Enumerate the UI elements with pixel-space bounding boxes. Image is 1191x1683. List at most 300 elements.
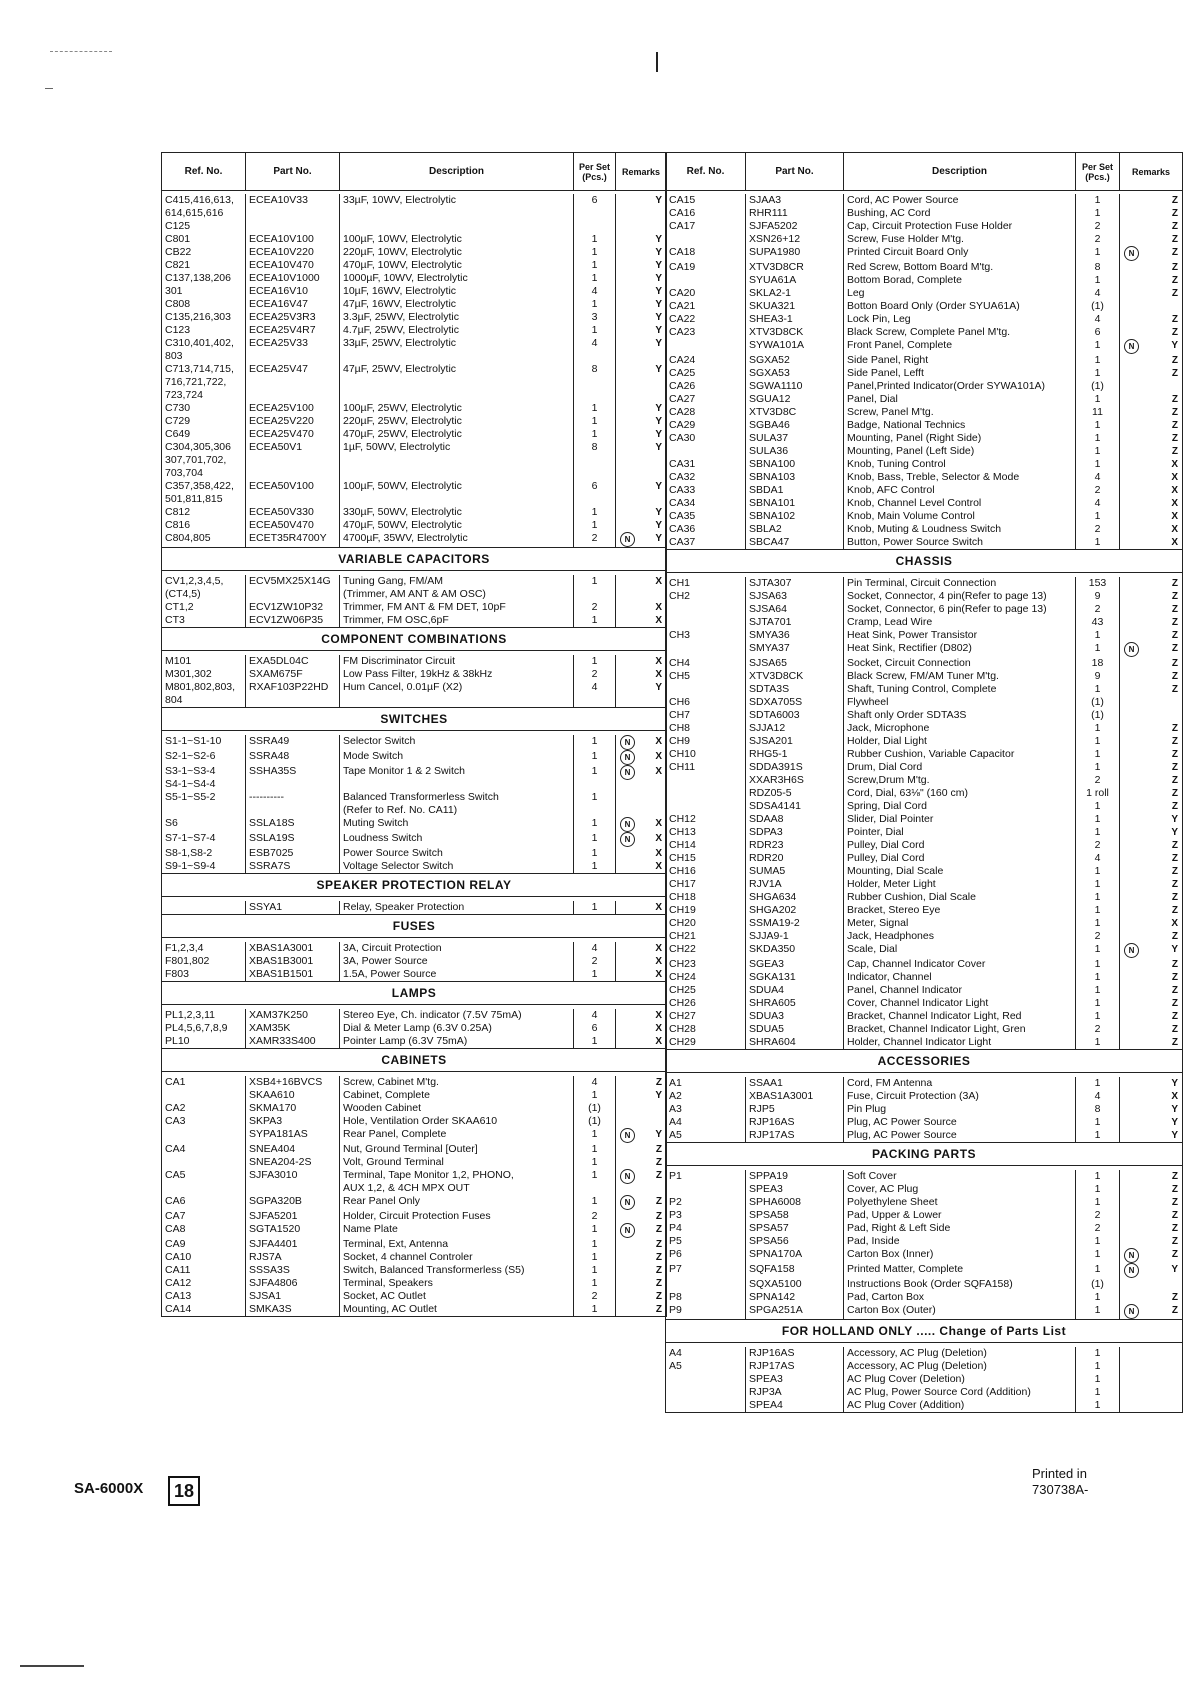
ref-no-cell: [666, 774, 746, 787]
description-cell: Socket, Circuit Connection: [844, 657, 1076, 670]
ref-no-cell: [666, 1278, 746, 1291]
ref-no-cell: A1: [666, 1077, 746, 1090]
quantity-cell: 1: [1076, 865, 1120, 878]
table-row: [666, 1116, 1182, 1129]
part-no-cell: SNEA404: [246, 1143, 340, 1156]
table-row: [666, 1170, 1182, 1183]
quantity-cell: 1: [1076, 722, 1120, 735]
remarks-cell: [1120, 1170, 1182, 1183]
remarks-code: Z: [1171, 1223, 1178, 1234]
section-title: FUSES: [162, 914, 666, 938]
table-row: [666, 761, 1182, 774]
table-row: [666, 1304, 1182, 1319]
remarks-code: X: [655, 736, 662, 747]
remarks-cell: [1120, 523, 1182, 536]
part-no-cell: SPSA56: [746, 1235, 844, 1248]
ref-no-cell: C123: [162, 324, 246, 337]
ref-no-cell: A5: [666, 1360, 746, 1373]
ref-no-cell: CH9: [666, 735, 746, 748]
description-cell: Knob, AFC Control: [844, 484, 1076, 497]
part-no-cell: SBNA102: [746, 510, 844, 523]
quantity-cell: 1: [574, 1089, 616, 1102]
table-row: [666, 367, 1182, 380]
remarks-code: X: [655, 902, 662, 913]
description-cell: FM Discriminator Circuit: [340, 655, 574, 668]
remarks-cell: [1120, 826, 1182, 839]
table-row: [666, 393, 1182, 406]
description-cell: Dial & Meter Lamp (6.3V 0.25A): [340, 1022, 574, 1035]
part-no-cell: RDR20: [746, 852, 844, 865]
section-title: CABINETS: [162, 1048, 666, 1072]
new-part-mark-icon: N: [620, 1128, 635, 1143]
description-cell: Pin Terminal, Circuit Connection: [844, 577, 1076, 590]
remarks-cell: [1120, 1222, 1182, 1235]
ref-no-cell: [666, 445, 746, 458]
part-no-cell: SJTA307: [746, 577, 844, 590]
ref-no-cell: C125: [162, 220, 246, 233]
remarks-cell: [616, 1102, 666, 1115]
page-number: 18: [168, 1476, 200, 1506]
table-row: [666, 930, 1182, 943]
remarks-cell: [616, 1264, 666, 1277]
ref-no-cell: CH11: [666, 761, 746, 774]
description-cell: Knob, Channel Level Control: [844, 497, 1076, 510]
remarks-code: X: [1171, 511, 1178, 522]
remarks-code: Z: [1171, 630, 1178, 641]
section-title: VARIABLE CAPACITORS: [162, 547, 666, 571]
remarks-code: Z: [1171, 1305, 1178, 1316]
remarks-cell: [1120, 445, 1182, 458]
quantity-cell: 1: [1076, 904, 1120, 917]
part-no-cell: SJFA4806: [246, 1277, 340, 1290]
part-no-cell: SKLA2-1: [746, 287, 844, 300]
ref-no-cell: [162, 1089, 246, 1102]
quantity-cell: 2: [1076, 1209, 1120, 1222]
description-cell: 10µF, 16WV, Electrolytic: [340, 285, 574, 298]
description-cell: Meter, Signal: [844, 917, 1076, 930]
part-no-cell: SSRA7S: [246, 860, 340, 873]
quantity-cell: 1: [574, 735, 616, 750]
quantity-cell: 11: [1076, 406, 1120, 419]
remarks-code: Z: [1171, 892, 1178, 903]
ref-no-cell: CA25: [666, 367, 746, 380]
description-cell: Pulley, Dial Cord: [844, 839, 1076, 852]
remarks-cell: [616, 1115, 666, 1128]
remarks-code: X: [655, 751, 662, 762]
quantity-cell: 1: [1076, 354, 1120, 367]
ref-no-cell: CA37: [666, 536, 746, 549]
description-cell: Bracket, Channel Indicator Light, Red: [844, 1010, 1076, 1023]
remarks-cell: [1120, 839, 1182, 852]
remarks-cell: [616, 901, 666, 914]
remarks-cell: [616, 1076, 666, 1089]
remarks-cell: [1120, 326, 1182, 339]
remarks-code: Z: [1171, 1024, 1178, 1035]
remarks-cell: [616, 220, 666, 233]
remarks-code: Z: [1171, 658, 1178, 669]
part-no-cell: SKDA350: [746, 943, 844, 958]
ref-no-cell: P9: [666, 1304, 746, 1319]
remarks-code: Y: [1171, 1078, 1178, 1089]
quantity-cell: 1 roll: [1076, 787, 1120, 800]
remarks-code: Z: [655, 1224, 662, 1235]
description-cell: Low Pass Filter, 19kHz & 38kHz: [340, 668, 574, 681]
print-code: 730738A-: [1032, 1482, 1089, 1497]
remarks-code: Z: [655, 1265, 662, 1276]
table-row: [162, 1251, 666, 1264]
remarks-cell: [1120, 891, 1182, 904]
part-no-cell: RHR111: [746, 207, 844, 220]
quantity-cell: 1: [1076, 510, 1120, 523]
remarks-cell: [1120, 1263, 1182, 1278]
quantity-cell: 1: [1076, 1116, 1120, 1129]
table-row: [162, 942, 666, 955]
quantity-cell: 1: [574, 847, 616, 860]
part-no-cell: ECEA10V220: [246, 246, 340, 259]
quantity-cell: 1: [1076, 891, 1120, 904]
description-cell: Panel, Dial: [844, 393, 1076, 406]
table-row: [162, 1115, 666, 1128]
new-part-mark-icon: N: [620, 532, 635, 547]
quantity-cell: 1: [574, 415, 616, 428]
ref-no-cell: CA1: [162, 1076, 246, 1089]
remarks-cell: [1120, 642, 1182, 657]
remarks-code: Y: [655, 364, 662, 375]
table-row: [162, 1156, 666, 1169]
new-part-mark-icon: N: [620, 1195, 635, 1210]
table-row: [162, 506, 666, 519]
remarks-cell: [616, 1238, 666, 1251]
remarks-code: Z: [1171, 314, 1178, 325]
quantity-cell: 1: [1076, 683, 1120, 696]
quantity-cell: 1: [1076, 997, 1120, 1010]
header-description: Description: [844, 153, 1076, 190]
remarks-code: X: [1171, 524, 1178, 535]
table-row: [666, 419, 1182, 432]
part-no-cell: SYPA181AS: [246, 1128, 340, 1143]
part-no-cell: SJSA65: [746, 657, 844, 670]
ref-no-cell: A4: [666, 1347, 746, 1360]
part-no-cell: ECEA10V1000: [246, 272, 340, 285]
description-cell: Cord, AC Power Source: [844, 194, 1076, 207]
new-part-mark-icon: N: [1124, 943, 1139, 958]
remarks-cell: [1120, 852, 1182, 865]
left-table-body: [162, 191, 666, 1316]
ref-no-cell: F803: [162, 968, 246, 981]
ref-no-cell: CH7: [666, 709, 746, 722]
remarks-code: Z: [1171, 1249, 1178, 1260]
part-no-cell: SJFA3010: [246, 1169, 340, 1195]
remarks-code: Z: [1171, 221, 1178, 232]
part-no-cell: SGBA46: [746, 419, 844, 432]
remarks-cell: [1120, 657, 1182, 670]
remarks-cell: [616, 968, 666, 981]
description-cell: Voltage Selector Switch: [340, 860, 574, 873]
quantity-cell: 1: [1076, 419, 1120, 432]
ref-no-cell: CH2: [666, 590, 746, 603]
part-no-cell: SSYA1: [246, 901, 340, 914]
ref-no-cell: S6: [162, 817, 246, 832]
description-cell: 3A, Power Source: [340, 955, 574, 968]
table-row: [666, 471, 1182, 484]
new-part-mark-icon: N: [620, 1169, 635, 1184]
ref-no-cell: CA7: [162, 1210, 246, 1223]
remarks-code: Z: [655, 1170, 662, 1181]
part-no-cell: SYUA61A: [746, 274, 844, 287]
ref-no-cell: S3-1~S3-4 S4-1~S4-4: [162, 765, 246, 791]
quantity-cell: 2: [1076, 523, 1120, 536]
ref-no-cell: [666, 1373, 746, 1386]
description-cell: Socket, Connector, 4 pin(Refer to page 13): [844, 590, 1076, 603]
quantity-cell: 4: [574, 681, 616, 707]
part-no-cell: SDTA6003: [746, 709, 844, 722]
remarks-code: Z: [1171, 355, 1178, 366]
remarks-code: Z: [1171, 671, 1178, 682]
part-no-cell: XXAR3H6S: [746, 774, 844, 787]
quantity-cell: 8: [574, 441, 616, 480]
table-row: [162, 337, 666, 363]
part-no-cell: SPEA3: [746, 1373, 844, 1386]
description-cell: Pad, Carton Box: [844, 1291, 1076, 1304]
table-row: [666, 261, 1182, 274]
description-cell: Holder, Circuit Protection Fuses: [340, 1210, 574, 1223]
part-no-cell: RJP16AS: [746, 1116, 844, 1129]
remarks-cell: [616, 324, 666, 337]
remarks-cell: [616, 1156, 666, 1169]
remarks-cell: [1120, 432, 1182, 445]
description-cell: [340, 220, 574, 233]
part-no-cell: SJSA201: [746, 735, 844, 748]
quantity-cell: 1: [1076, 1248, 1120, 1263]
ref-no-cell: [666, 1399, 746, 1412]
remarks-cell: [616, 765, 666, 791]
remarks-cell: [1120, 722, 1182, 735]
description-cell: Instructions Book (Order SQFA158): [844, 1278, 1076, 1291]
table-row: [666, 997, 1182, 1010]
remarks-code: Y: [655, 520, 662, 531]
description-cell: 470µF, 25WV, Electrolytic: [340, 428, 574, 441]
remarks-cell: [1120, 393, 1182, 406]
table-row: [162, 955, 666, 968]
ref-no-cell: CH27: [666, 1010, 746, 1023]
scan-artifact-line: [20, 1665, 84, 1667]
part-no-cell: ECEA25V220: [246, 415, 340, 428]
remarks-code: X: [655, 969, 662, 980]
table-row: [666, 536, 1182, 549]
table-row: [666, 339, 1182, 354]
quantity-cell: 8: [574, 363, 616, 402]
part-no-cell: SGKA131: [746, 971, 844, 984]
part-no-cell: SGTA1520: [246, 1223, 340, 1238]
quantity-cell: 1: [1076, 1235, 1120, 1248]
table-row: [666, 984, 1182, 997]
remarks-code: Z: [1171, 840, 1178, 851]
table-row: [666, 510, 1182, 523]
part-no-cell: ECEA50V1: [246, 441, 340, 480]
remarks-cell: [616, 735, 666, 750]
ref-no-cell: CA8: [162, 1223, 246, 1238]
remarks-code: Y: [655, 247, 662, 258]
table-row: [666, 865, 1182, 878]
description-cell: Bushing, AC Cord: [844, 207, 1076, 220]
description-cell: Knob, Muting & Loudness Switch: [844, 523, 1076, 536]
description-cell: Scale, Dial: [844, 943, 1076, 958]
remarks-code: Z: [655, 1077, 662, 1088]
table-row: [666, 878, 1182, 891]
ref-no-cell: CH12: [666, 813, 746, 826]
part-no-cell: SKPA3: [246, 1115, 340, 1128]
table-row: [162, 1128, 666, 1143]
part-no-cell: SDUA3: [746, 1010, 844, 1023]
table-row: [666, 1386, 1182, 1399]
part-no-cell: RDZ05-5: [746, 787, 844, 800]
remarks-code: Z: [1171, 736, 1178, 747]
part-no-cell: SGXA52: [746, 354, 844, 367]
table-row: [666, 657, 1182, 670]
quantity-cell: 1: [1076, 274, 1120, 287]
quantity-cell: 1: [574, 1156, 616, 1169]
remarks-code: Z: [1171, 327, 1178, 338]
remarks-code: Z: [1171, 1171, 1178, 1182]
remarks-cell: [616, 655, 666, 668]
quantity-cell: 1: [1076, 826, 1120, 839]
ref-no-cell: S8-1,S8-2: [162, 847, 246, 860]
remarks-cell: [616, 1035, 666, 1048]
table-row: [162, 1238, 666, 1251]
remarks-code: Y: [655, 403, 662, 414]
remarks-code: Y: [655, 299, 662, 310]
part-no-cell: XTV3D8CR: [746, 261, 844, 274]
part-no-cell: [246, 220, 340, 233]
remarks-cell: [616, 681, 666, 707]
ref-no-cell: C730: [162, 402, 246, 415]
description-cell: 33µF, 25WV, Electrolytic: [340, 337, 574, 363]
remarks-code: Y: [655, 1129, 662, 1140]
table-row: [666, 1399, 1182, 1412]
quantity-cell: 1: [574, 259, 616, 272]
remarks-code: Y: [1171, 1130, 1178, 1141]
part-no-cell: SJJA9-1: [746, 930, 844, 943]
remarks-code: Z: [1171, 591, 1178, 602]
quantity-cell: 6: [1076, 326, 1120, 339]
quantity-cell: 6: [574, 1022, 616, 1035]
description-cell: Pad, Right & Left Side: [844, 1222, 1076, 1235]
description-cell: Cap, Circuit Protection Fuse Holder: [844, 220, 1076, 233]
ref-no-cell: S1-1~S1-10: [162, 735, 246, 750]
ref-no-cell: P3: [666, 1209, 746, 1222]
remarks-code: Y: [1171, 827, 1178, 838]
section-title: SPEAKER PROTECTION RELAY: [162, 873, 666, 897]
quantity-cell: 2: [1076, 774, 1120, 787]
ref-no-cell: P4: [666, 1222, 746, 1235]
description-cell: 3A, Circuit Protection: [340, 942, 574, 955]
ref-no-cell: S9-1~S9-4: [162, 860, 246, 873]
quantity-cell: 1: [574, 614, 616, 627]
remarks-code: Z: [1171, 1236, 1178, 1247]
table-row: [162, 655, 666, 668]
ref-no-cell: C310,401,402, 803: [162, 337, 246, 363]
table-row: [666, 1360, 1182, 1373]
part-no-cell: ECEA25V33: [246, 337, 340, 363]
remarks-cell: [1120, 1291, 1182, 1304]
table-row: [162, 298, 666, 311]
part-no-cell: SPNA142: [746, 1291, 844, 1304]
description-cell: Cord, Dial, 63⅛" (160 cm): [844, 787, 1076, 800]
quantity-cell: 1: [1076, 1170, 1120, 1183]
remarks-cell: [616, 1143, 666, 1156]
ref-no-cell: C135,216,303: [162, 311, 246, 324]
header-ref-no: Ref. No.: [162, 153, 246, 190]
part-no-cell: ECEA16V10: [246, 285, 340, 298]
part-no-cell: SULA37: [746, 432, 844, 445]
table-row: [666, 577, 1182, 590]
quantity-cell: 1: [1076, 971, 1120, 984]
remarks-cell: [616, 259, 666, 272]
remarks-cell: [1120, 1103, 1182, 1116]
quantity-cell: 8: [1076, 261, 1120, 274]
remarks-code: X: [655, 861, 662, 872]
description-cell: Selector Switch: [340, 735, 574, 750]
ref-no-cell: CH20: [666, 917, 746, 930]
remarks-code: Z: [1171, 446, 1178, 457]
description-cell: Terminal, Ext, Antenna: [340, 1238, 574, 1251]
quantity-cell: 1: [574, 832, 616, 847]
table-row: [162, 1089, 666, 1102]
ref-no-cell: CA10: [162, 1251, 246, 1264]
remarks-code: Y: [655, 507, 662, 518]
remarks-code: Y: [1171, 814, 1178, 825]
remarks-code: Z: [1171, 788, 1178, 799]
quantity-cell: 6: [574, 480, 616, 506]
remarks-code: Y: [655, 338, 662, 349]
remarks-cell: [616, 285, 666, 298]
section-title: COMPONENT COMBINATIONS: [162, 627, 666, 651]
table-header: [666, 152, 1182, 191]
ref-no-cell: CA18: [666, 246, 746, 261]
remarks-cell: [1120, 761, 1182, 774]
description-cell: Mounting, Panel (Right Side): [844, 432, 1076, 445]
table-row: [666, 683, 1182, 696]
remarks-code: Z: [1171, 368, 1178, 379]
description-cell: Shaft, Tuning Control, Complete: [844, 683, 1076, 696]
table-row: [666, 722, 1182, 735]
ref-no-cell: CA6: [162, 1195, 246, 1210]
remarks-cell: [1120, 943, 1182, 958]
description-cell: 1000µF, 10WV, Electrolytic: [340, 272, 574, 285]
description-cell: Screw, Fuse Holder M'tg.: [844, 233, 1076, 246]
remarks-cell: [1120, 354, 1182, 367]
remarks-cell: [616, 298, 666, 311]
remarks-code: Y: [655, 429, 662, 440]
part-no-cell: SHRA605: [746, 997, 844, 1010]
quantity-cell: 1: [1076, 1129, 1120, 1142]
quantity-cell: 1: [1076, 1263, 1120, 1278]
ref-no-cell: C812: [162, 506, 246, 519]
quantity-cell: 1: [1076, 1304, 1120, 1319]
quantity-cell: 1: [1076, 943, 1120, 958]
part-no-cell: XBAS1B1501: [246, 968, 340, 981]
ref-no-cell: A5: [666, 1129, 746, 1142]
remarks-cell: [1120, 1023, 1182, 1036]
remarks-cell: [1120, 536, 1182, 549]
quantity-cell: 1: [1076, 445, 1120, 458]
table-row: [162, 1102, 666, 1115]
part-no-cell: XTV3D8C: [746, 406, 844, 419]
description-cell: 220µF, 25WV, Electrolytic: [340, 415, 574, 428]
description-cell: Plug, AC Power Source: [844, 1116, 1076, 1129]
scan-artifact-tick: [45, 88, 53, 89]
remarks-cell: [1120, 274, 1182, 287]
